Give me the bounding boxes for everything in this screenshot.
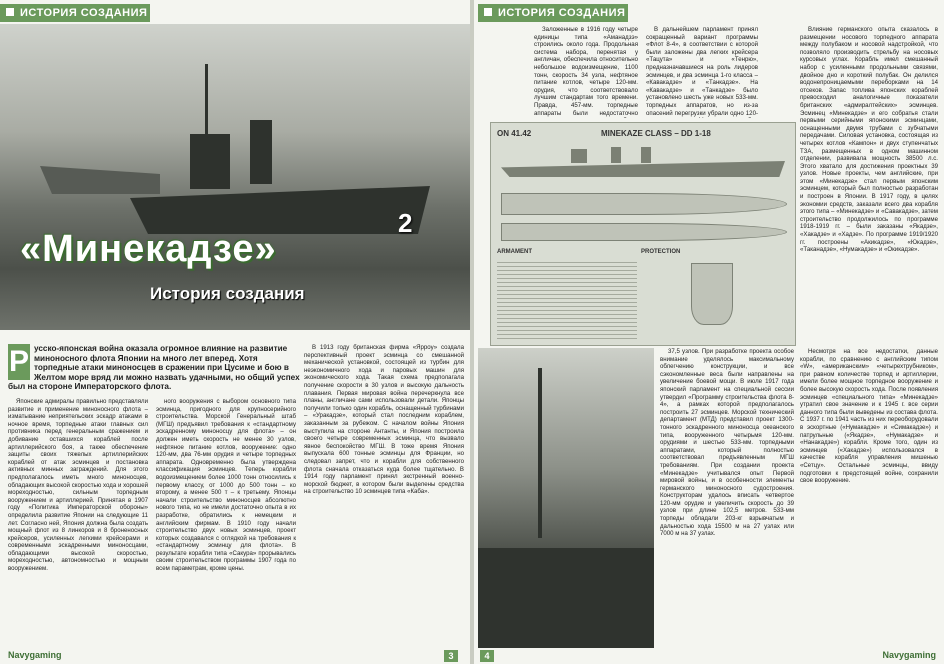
part-number: 2 [398,208,413,238]
ship-funnel-shape [250,120,272,184]
left-section-header [0,4,150,22]
plan-spec-lines [497,259,637,339]
article-title: «Минекадзе» [20,228,277,270]
left-col2-text: ного вооружения с выбором основного типа эсминца, пригодного для крупносерийного строительства. Морской Генеральный штаб (МГШ) предъявил требования к «стандартному эскадренному миноносцу для флота» – он должен иметь скорость не менее 30 узлов, нефтяное питание котлов, вооружение: одно 120-мм, два 76-мм орудия и четыре торпедных аппарата. Одновременно была утверждена классификация эсминцев. Теперь корабли водоизмещением более 1000 тонн относились к первому классу, от 1000 до 500 тонн – ко второму, а менее 500 т – к третьему. Японцы начали строительство миноносцев абсолютно нового типа, но не имели достаточно опыта в их разработке, обратились к немецким и английским фирмам. В 1910 году начали строительство двух новых эсминцев, проект которых создавался с оглядкой на требования к «стандартному эсминцу для флота». В результате корабли типа «Сакура» прорывались своим строительством программы 1907 года по всем параметрам, кроме цены. [156,398,296,573]
right-col5-text: Несмотря на все недостатки, данные корабли, по сравнению с английским типом «W», «американским» «четырехтрубником», при равном количестве торпед и артиллерии, имели более мощное торпедное вооружение и более высокую скорость хода. После появления эсминцев «специального типа» «Минекадзе» утратил свое значение и к 1945 г. все серии данного типа были выведены из состава флота. С 1937 г. по 1941 часть из них переоборудовали в эскортные («Нумакадзе» и «Симакадзе») и патрульные («Якадзе», «Нумакадзе» и «Нанакадзе») корабли. Кроме того, один из эсминцев («Хакадзе») использовался в качестве корабля управления мишенью «Сетцу». Остальные эсминцы, ввиду подготовки к предстоящей войне, сохранили свое вооружение. [800,348,938,485]
right-page [474,0,944,664]
left-text-col-2 [156,398,296,646]
square-icon [484,8,492,16]
plan-deck-view [501,193,787,215]
plan-protection-label: PROTECTION [641,249,681,255]
ship-superstructure-shape [190,134,230,189]
left-page [0,0,470,664]
right-text-col-2 [646,26,758,118]
right-text-col-3 [800,26,938,344]
article-subtitle: История создания [150,284,305,303]
crew-deck-photo [478,348,654,648]
plan-label-top-left: ON 41.42 [497,129,532,138]
ship-bow-shape [40,154,160,194]
left-col3-text: В 1913 году британская фирма «Ярроу» создала перспективный проект эсминца со смешанной механической установкой, состоящей из турбин для неэкономичного хода и паровых машин для экономического хода. Такая схема предполагала получение скорости в 30 узлов и высокую дальность плавания. Первая мировая война перечеркнула все планы, англичане сами использовали детали. Японцы получили только один корабль, оснащенный турбинами – «Уракадзе», который стал последним кораблем, заказанным за рубежом. С началом войны Япония выступила на стороне Антанты, и Япония построила своего четыре современных эсминца, что вызвало явное беспокойство МГШ. В тоже время Япония выпускала 600 тонные эсминцы для Франции, но следовал запрет, что и корабли для собственного флота сначала отказаться куда более тщательно. В 1914 году парламент принял экстренный военно-морской бюджет, в котором были выделены средства на строительство 10 эсминцев типа «Каба». [304,344,464,496]
left-col1-text: Японские адмиралы правильно представляли развитие и применение миноносного флота – изматывание неприятельских эскадр атаками в ночное время, торпедные атаки главных сил противника перед генеральным сражением и добивание оставшихся кораблей после артиллерийского боя, а также обеспечение защиты своих тяжелых артиллерийских кораблей от атак эсминцев и постановка активных минных заграждений. Для этого предполагалось иметь много миноносцев, обладающих высокой скоростью хода и хорошей мореходностью, сильным торпедным вооружением и артиллерией. Принятая в 1907 году «Политика Императорской обороны» определила развитие Японии на следующие 11 лет. Согласно ней, Япония должна была создать мощный флот из 8 линкоров и 8 броненосных крейсеров, усиленных легкими крейсерами и современными эскадренными миноносцами, обладающими высокой скоростью, мореходностью, автономностью и мощным вооружением. [8,398,148,573]
left-footer-logo: Navygaming [8,650,62,660]
right-col2-text: В дальнейшем парламент принял сокращенный вариант программы «Флот 8-4», в соответствии с которой были заложены два легких крейсера «Тацута» и «Тенрю», предназначавшиеся на роль лидеров эсминцев, и два эсминца 1-го класса – «Кавакадзе» и «Танкадзе». На «Кавакадзе» и «Танкадзе» было установлено шесть уже новых 533-мм. торпедных аппаратов, но из-за опасений перегрузки убрали одно 120- [646,26,758,117]
left-text-col-3 [304,344,464,646]
plan-profile-hull [501,161,785,177]
plan-cross-section [691,263,733,325]
right-page-number: 4 [480,650,494,662]
plan-lower-deck-view [501,223,787,241]
ship-hull-shape [130,174,430,234]
right-col4-text: 37,5 узлов. При разработке проекта особое внимание уделялось максимальному облегчению конструкции, и все сэкономленные веса были направлены на увеличение боевой мощи. В июле 1917 года японский парламент на специальной сессии утвердил «Программу строительства флота 8-4», а рамках которой предполагалось построить 27 эсминцев. Морской технический департамент (МТД) представил проект 1300-тонного эскадренного миноносца океанского типа, вооруженного четырьмя 120-мм. орудиями и шестью 533-мм. торпедными аппаратами, который полностью соответствовал предъявленным МГШ требованиям. При создании проекта «Минекадзе» учитывался опыт Первой мировой войны, и в особенности элементы германского миноносного судостроения. Конструкторам удалось вписать четвертое 120-мм орудие и увеличить скорость до 39 узлов при длине 102,5 метров. 533-мм торпеды обладали 203-кг взрывчатым и дальностью хода 15500 м на 27 узлах или 7000 м на 37 узлах. [660,348,794,538]
right-footer-logo: Navygaming [882,650,936,660]
left-page-number: 3 [444,650,458,662]
dropcap: Р [8,345,29,378]
right-text-col-5 [800,348,938,646]
plan-profile-bridge [571,149,587,163]
photo-mast-shape [538,368,542,538]
left-section-title: ИСТОРИЯ СОЗДАНИЯ [20,7,148,19]
ship-plan-drawing [490,122,796,346]
right-section-header [478,4,628,22]
right-col1-text: Заложенные в 1916 году четыре единицы типа «Аманадзэ» строились около года. Продольная система набора, перенятая у англичан, обеспечила относительно небольшое водоизмещение, 1100 тонн, скорость 34 узла, нефтяное питание котлов, четыре 120-мм. орудия, что соответствовало лучшим стандартам того времени. Правда, 457-мм. торпедные аппараты были недостаточно [534,26,638,117]
lead-text: усско-японская война оказала огромное влияние на развитие миноносного флота Японии на много лет вперед. Хотя торпедные атаки миноносцев в сражении при Цусиме и бою в Желтом море вряд ли можно назвать удачными, но общий успех был на стороне Императорского флота. [8,344,300,392]
square-icon [6,8,14,16]
left-text-col-1 [8,398,148,646]
right-text-col-1 [534,26,638,118]
lead-paragraph [8,344,300,392]
plan-class-label: MINEKAZE CLASS – DD 1-18 [601,129,711,138]
right-col3-text: Влияние германского опыта сказалось в размещении носового торпедного аппарата между полубаком и носовой надстройкой, что позволяло производить стрельбу на носовых курсовых углах. Корабль имел смешанный набор с усиленными продольными связями, двойное дно и короткий полубак. Он делился водонепроницаемыми переборками на 14 отсеков. Запас топлива японских кораблей превосходил аналогичные показатели британских «адмиралтейских» эсминцев. Эсминец «Минекадзе» и его собратья стали первыми серийными японскими эсминцами, оснащенными двумя трубами с зубчатыми передачами. Силовая установка, состоящая из четырех котлов «Кампон» и двух ступенчатых ТЗА, размещенных в одном машинном отделении, развивала мощность 38500 л.с. Этого хватало для достижения проектных 39 узлов. Новые проекты, чем английские, при этом «Минекадзе» стал первым японским эсминцем, который был полностью разработан и построен в Японии. В 1917 году, в целях экономии средств, заказали всего два корабля этого типа – «Минекадзе» и «Савакадзе», затем строительство продолжилось по программе 1918-1919 гг. – были заказаны «Якадзе», «Хакадзе» и «Хадзе». По программе 1919/1920 гг. построены «Акикадзе», «Юкадзе», «Таканадзе», «Нумакадзе» и «Окикадзе». [800,26,938,254]
photo-deck-shape [478,548,654,648]
ship-mast-shape [205,64,208,154]
plan-armament-label: ARMAMENT [497,249,532,255]
right-text-col-4 [660,348,794,646]
right-section-title: ИСТОРИЯ СОЗДАНИЯ [498,7,626,19]
plan-profile-funnel2 [641,147,651,163]
plan-profile-funnel1 [611,147,621,163]
